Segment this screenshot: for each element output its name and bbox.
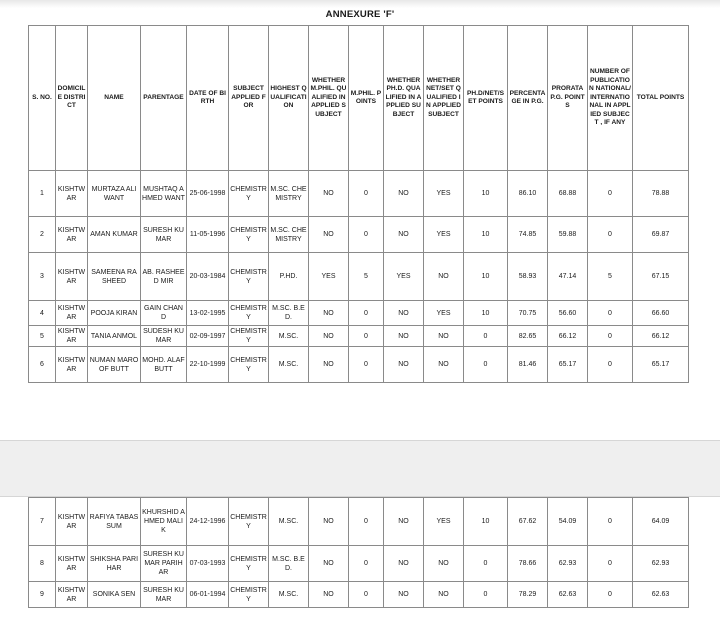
- column-header: DOMICILE DISTRICT: [56, 26, 88, 171]
- table-cell: KISHTWAR: [56, 498, 88, 546]
- table-cell: NO: [384, 171, 424, 217]
- table-cell: SURESH KUMAR: [141, 582, 187, 608]
- table-cell: 10: [464, 498, 508, 546]
- table-cell: 0: [588, 301, 633, 326]
- table-cell: 0: [349, 301, 384, 326]
- table-cell: YES: [424, 217, 464, 253]
- table-cell: P.HD.: [269, 253, 309, 301]
- table-cell: 5: [588, 253, 633, 301]
- table-cell: KISHTWAR: [56, 253, 88, 301]
- table-row: [29, 582, 689, 608]
- table-cell: RAFIYA TABASSUM: [88, 498, 141, 546]
- table-cell: 70.75: [508, 301, 548, 326]
- table-cell: 0: [349, 171, 384, 217]
- table-cell: CHEMISTRY: [229, 253, 269, 301]
- table-cell: 0: [588, 171, 633, 217]
- table-cell: 11-05-1996: [187, 217, 229, 253]
- table-cell: 0: [349, 582, 384, 608]
- table-cell: 0: [588, 582, 633, 608]
- table-cell: SONIKA SEN: [88, 582, 141, 608]
- table-row: [29, 217, 689, 253]
- table-cell: KHURSHID AHMED MALIK: [141, 498, 187, 546]
- table-cell: 0: [464, 546, 508, 582]
- column-header: WHETHER NET/SET QUALIFIED IN APPLIED SUBJECT: [424, 26, 464, 171]
- table-cell: 67.15: [633, 253, 689, 301]
- table-cell: 64.09: [633, 498, 689, 546]
- table-cell: 68.88: [548, 171, 588, 217]
- column-header: NUMBER OF PUBLICATION NATIONAL/INTERNATIONAL IN APPLIED SUBJECT , IF ANY: [588, 26, 633, 171]
- table-cell: NO: [309, 347, 349, 383]
- table-cell: 0: [464, 582, 508, 608]
- table-cell: 07-03-1993: [187, 546, 229, 582]
- table-cell: NO: [309, 171, 349, 217]
- table-cell: 25-06-1998: [187, 171, 229, 217]
- table-cell: MUSHTAQ AHMED WANT: [141, 171, 187, 217]
- table-cell: 59.88: [548, 217, 588, 253]
- table-cell: NO: [384, 326, 424, 347]
- table-cell: CHEMISTRY: [229, 347, 269, 383]
- table-cell: NO: [309, 326, 349, 347]
- annexure-title: ANNEXURE 'F': [325, 9, 395, 20]
- table-row: [29, 546, 689, 582]
- table-cell: 62.93: [633, 546, 689, 582]
- table-cell: 22-10-1999: [187, 347, 229, 383]
- table-cell: 62.63: [633, 582, 689, 608]
- column-header: WHETHER M.PHIL. QUALIFIED IN APPLIED SUBJECT: [309, 26, 349, 171]
- column-header: HIGHEST QUALIFICATION: [269, 26, 309, 171]
- table-cell: 24-12-1996: [187, 498, 229, 546]
- table-cell: KISHTWAR: [56, 347, 88, 383]
- table-cell: 86.10: [508, 171, 548, 217]
- table-cell: M.SC.: [269, 582, 309, 608]
- table-cell: 10: [464, 253, 508, 301]
- table-cell: NO: [309, 217, 349, 253]
- table-cell: KISHTWAR: [56, 301, 88, 326]
- table-cell: 47.14: [548, 253, 588, 301]
- column-header: S. NO.: [29, 26, 56, 171]
- table-cell: NO: [384, 217, 424, 253]
- table-cell: SAMEENA RASHEED: [88, 253, 141, 301]
- table-cell: 13-02-1995: [187, 301, 229, 326]
- column-header: PRORATA P.G. POINTS: [548, 26, 588, 171]
- table-cell: CHEMISTRY: [229, 498, 269, 546]
- table-cell: M.SC. CHEMISTRY: [269, 217, 309, 253]
- table-cell: 7: [29, 498, 56, 546]
- table-cell: SURESH KUMAR: [141, 217, 187, 253]
- table-body-page-2: [29, 498, 689, 608]
- table-cell: YES: [424, 498, 464, 546]
- table-cell: 66.12: [548, 326, 588, 347]
- table-cell: NO: [424, 582, 464, 608]
- table-cell: 54.09: [548, 498, 588, 546]
- table-cell: YES: [309, 253, 349, 301]
- table-cell: 62.63: [548, 582, 588, 608]
- table-cell: M.SC. CHEMISTRY: [269, 171, 309, 217]
- table-cell: 0: [588, 498, 633, 546]
- table-cell: 66.60: [633, 301, 689, 326]
- table-cell: 02-09-1997: [187, 326, 229, 347]
- table-cell: 8: [29, 546, 56, 582]
- table-cell: 10: [464, 301, 508, 326]
- table-cell: 10: [464, 217, 508, 253]
- table-cell: NO: [424, 347, 464, 383]
- table-cell: 56.60: [548, 301, 588, 326]
- table-cell: 2: [29, 217, 56, 253]
- table-cell: 0: [349, 546, 384, 582]
- table-cell: 06-01-1994: [187, 582, 229, 608]
- table-cell: MOHD. ALAF BUTT: [141, 347, 187, 383]
- table-cell: KISHTWAR: [56, 171, 88, 217]
- table-cell: 58.93: [508, 253, 548, 301]
- table-cell: NUMAN MAROOF BUTT: [88, 347, 141, 383]
- table-cell: TANIA ANMOL: [88, 326, 141, 347]
- page-top-shadow: [0, 0, 720, 8]
- table-cell: CHEMISTRY: [229, 546, 269, 582]
- table-cell: 69.87: [633, 217, 689, 253]
- table-cell: 0: [349, 217, 384, 253]
- table-cell: CHEMISTRY: [229, 217, 269, 253]
- table-cell: YES: [424, 171, 464, 217]
- table-cell: NO: [309, 582, 349, 608]
- table-cell: 0: [588, 347, 633, 383]
- table-cell: 67.62: [508, 498, 548, 546]
- table-cell: 62.93: [548, 546, 588, 582]
- table-cell: 9: [29, 582, 56, 608]
- table-cell: POOJA KIRAN: [88, 301, 141, 326]
- annexure-table-page-1: [28, 25, 689, 383]
- table-cell: NO: [309, 301, 349, 326]
- annexure-table-page-2: [28, 497, 689, 608]
- column-header: TOTAL POINTS: [633, 26, 689, 171]
- table-cell: 78.88: [633, 171, 689, 217]
- table-cell: CHEMISTRY: [229, 301, 269, 326]
- table-cell: 6: [29, 347, 56, 383]
- table-cell: NO: [309, 546, 349, 582]
- column-header: WHETHER PH.D. QUALIFIED IN APPLIED SUBJECT: [384, 26, 424, 171]
- table-cell: SHIKSHA PARIHAR: [88, 546, 141, 582]
- table-cell: M.SC.: [269, 347, 309, 383]
- table-cell: CHEMISTRY: [229, 326, 269, 347]
- column-header: M.PHIL. POINTS: [349, 26, 384, 171]
- table-cell: 3: [29, 253, 56, 301]
- table-cell: KISHTWAR: [56, 582, 88, 608]
- table-cell: NO: [384, 582, 424, 608]
- column-header: NAME: [88, 26, 141, 171]
- column-header: PERCENTAGE IN P.G.: [508, 26, 548, 171]
- table-cell: AB. RASHEED MIR: [141, 253, 187, 301]
- table-cell: 0: [588, 546, 633, 582]
- table-cell: NO: [424, 253, 464, 301]
- table-cell: YES: [424, 301, 464, 326]
- table-cell: 78.29: [508, 582, 548, 608]
- table-cell: AMAN KUMAR: [88, 217, 141, 253]
- table-cell: 78.66: [508, 546, 548, 582]
- table-cell: 0: [349, 347, 384, 383]
- table-cell: 0: [464, 347, 508, 383]
- page-break: [0, 440, 720, 497]
- table-cell: SUDESH KUMAR: [141, 326, 187, 347]
- table-cell: NO: [384, 498, 424, 546]
- table-row: [29, 253, 689, 301]
- table-cell: 5: [29, 326, 56, 347]
- table-row: [29, 326, 689, 347]
- table-cell: YES: [384, 253, 424, 301]
- table-cell: M.SC. B.ED.: [269, 301, 309, 326]
- table-cell: 65.17: [633, 347, 689, 383]
- table-cell: SURESH KUMAR PARIHAR: [141, 546, 187, 582]
- table-cell: NO: [384, 347, 424, 383]
- table-cell: M.SC.: [269, 326, 309, 347]
- table-cell: NO: [384, 546, 424, 582]
- table-row: [29, 301, 689, 326]
- table-cell: NO: [424, 326, 464, 347]
- table-cell: 5: [349, 253, 384, 301]
- table-cell: CHEMISTRY: [229, 582, 269, 608]
- table-cell: NO: [309, 498, 349, 546]
- column-header: PARENTAGE: [141, 26, 187, 171]
- table-cell: 1: [29, 171, 56, 217]
- table-row: [29, 171, 689, 217]
- table-cell: 4: [29, 301, 56, 326]
- table-cell: 74.85: [508, 217, 548, 253]
- table-cell: 0: [349, 498, 384, 546]
- table-cell: 66.12: [633, 326, 689, 347]
- table-cell: 20-03-1984: [187, 253, 229, 301]
- column-header: PH.D/NET/SET POINTS: [464, 26, 508, 171]
- table-header-row: [29, 26, 689, 171]
- table-cell: NO: [424, 546, 464, 582]
- table-cell: 0: [588, 217, 633, 253]
- table-cell: M.SC.: [269, 498, 309, 546]
- table-cell: 65.17: [548, 347, 588, 383]
- table-cell: KISHTWAR: [56, 217, 88, 253]
- table-cell: CHEMISTRY: [229, 171, 269, 217]
- table-cell: 0: [349, 326, 384, 347]
- table-cell: 82.65: [508, 326, 548, 347]
- column-header: DATE OF BIRTH: [187, 26, 229, 171]
- table-cell: MURTAZA ALI WANT: [88, 171, 141, 217]
- table-row: [29, 347, 689, 383]
- table-body-page-1: [29, 171, 689, 383]
- table-cell: 10: [464, 171, 508, 217]
- table-cell: M.SC. B.ED.: [269, 546, 309, 582]
- table-cell: KISHTWAR: [56, 326, 88, 347]
- table-cell: KISHTWAR: [56, 546, 88, 582]
- column-header: SUBJECT APPLIED FOR: [229, 26, 269, 171]
- table-cell: 81.46: [508, 347, 548, 383]
- table-cell: 0: [588, 326, 633, 347]
- table-cell: 0: [464, 326, 508, 347]
- table-cell: NO: [384, 301, 424, 326]
- table-row: [29, 498, 689, 546]
- table-cell: GAIN CHAND: [141, 301, 187, 326]
